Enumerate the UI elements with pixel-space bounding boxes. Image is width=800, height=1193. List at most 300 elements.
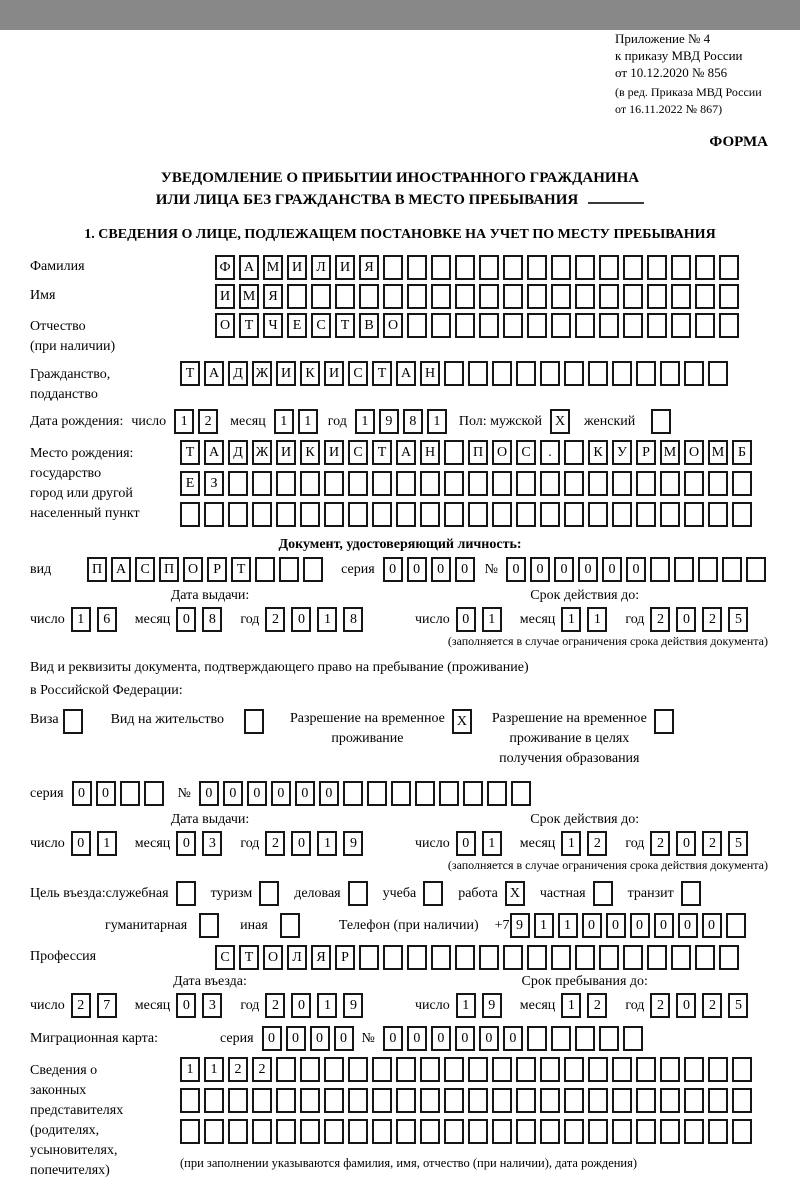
char-cell[interactable] xyxy=(588,1088,608,1113)
char-cell[interactable]: И xyxy=(287,255,307,280)
char-cell[interactable] xyxy=(180,1119,200,1144)
char-cell[interactable] xyxy=(204,1088,224,1113)
char-cell[interactable] xyxy=(407,255,427,280)
char-cell[interactable] xyxy=(564,1088,584,1113)
char-cell[interactable] xyxy=(396,1057,416,1082)
checkbox-cell[interactable] xyxy=(654,709,674,734)
purpose-other-checkbox[interactable] xyxy=(280,913,304,938)
purpose-transit-checkbox[interactable] xyxy=(681,881,705,906)
education-residence-checkbox[interactable] xyxy=(654,709,678,734)
char-cell[interactable]: М xyxy=(708,440,728,465)
residence-series-boxes[interactable] xyxy=(72,781,168,806)
char-cell[interactable] xyxy=(612,1088,632,1113)
char-cell[interactable] xyxy=(647,255,667,280)
char-cell[interactable]: 0 xyxy=(702,913,722,938)
char-cell[interactable]: Т xyxy=(239,945,259,970)
char-cell[interactable]: 0 xyxy=(407,557,427,582)
char-cell[interactable] xyxy=(527,945,547,970)
char-cell[interactable]: Т xyxy=(231,557,251,582)
char-cell[interactable] xyxy=(698,557,718,582)
char-cell[interactable]: 2 xyxy=(702,993,722,1018)
char-cell[interactable] xyxy=(348,1119,368,1144)
char-cell[interactable] xyxy=(372,1088,392,1113)
char-cell[interactable]: 1 xyxy=(456,993,476,1018)
checkbox-cell[interactable] xyxy=(651,409,671,434)
char-cell[interactable]: А xyxy=(396,361,416,386)
char-cell[interactable] xyxy=(564,502,584,527)
char-cell[interactable]: 0 xyxy=(199,781,219,806)
char-cell[interactable]: О xyxy=(684,440,704,465)
doc-number-boxes[interactable] xyxy=(506,557,770,582)
char-cell[interactable] xyxy=(647,284,667,309)
char-cell[interactable] xyxy=(468,361,488,386)
char-cell[interactable] xyxy=(623,255,643,280)
char-cell[interactable]: 0 xyxy=(383,1026,403,1051)
char-cell[interactable] xyxy=(719,945,739,970)
checkbox-cell[interactable] xyxy=(259,881,279,906)
char-cell[interactable] xyxy=(732,471,752,496)
char-cell[interactable] xyxy=(650,557,670,582)
char-cell[interactable] xyxy=(612,361,632,386)
char-cell[interactable] xyxy=(276,1088,296,1113)
char-cell[interactable] xyxy=(684,1057,704,1082)
char-cell[interactable]: 0 xyxy=(506,557,526,582)
char-cell[interactable] xyxy=(575,945,595,970)
char-cell[interactable]: 0 xyxy=(626,557,646,582)
char-cell[interactable] xyxy=(303,557,323,582)
char-cell[interactable]: Ж xyxy=(252,440,272,465)
char-cell[interactable]: 2 xyxy=(228,1057,248,1082)
char-cell[interactable] xyxy=(516,1119,536,1144)
char-cell[interactable] xyxy=(708,1057,728,1082)
char-cell[interactable]: 0 xyxy=(407,1026,427,1051)
entry-month-boxes[interactable] xyxy=(176,993,228,1018)
char-cell[interactable] xyxy=(732,1119,752,1144)
patronymic-boxes[interactable] xyxy=(215,313,743,338)
char-cell[interactable]: 1 xyxy=(482,607,502,632)
valid-day-boxes[interactable] xyxy=(456,607,508,632)
char-cell[interactable] xyxy=(348,1088,368,1113)
char-cell[interactable]: О xyxy=(215,313,235,338)
purpose-private-checkbox[interactable] xyxy=(593,881,617,906)
char-cell[interactable]: Ч xyxy=(263,313,283,338)
char-cell[interactable] xyxy=(684,361,704,386)
char-cell[interactable]: 1 xyxy=(298,409,318,434)
char-cell[interactable]: 0 xyxy=(654,913,674,938)
char-cell[interactable] xyxy=(180,1088,200,1113)
char-cell[interactable] xyxy=(551,255,571,280)
char-cell[interactable] xyxy=(551,945,571,970)
char-cell[interactable] xyxy=(252,471,272,496)
char-cell[interactable] xyxy=(372,502,392,527)
sex-male-checkbox[interactable] xyxy=(550,409,574,434)
char-cell[interactable] xyxy=(252,502,272,527)
char-cell[interactable]: 0 xyxy=(606,913,626,938)
char-cell[interactable] xyxy=(431,945,451,970)
birth-day-boxes[interactable] xyxy=(174,409,222,434)
char-cell[interactable]: 9 xyxy=(343,831,363,856)
char-cell[interactable]: 3 xyxy=(202,993,222,1018)
char-cell[interactable] xyxy=(255,557,275,582)
char-cell[interactable]: 0 xyxy=(456,607,476,632)
char-cell[interactable]: Т xyxy=(180,361,200,386)
char-cell[interactable] xyxy=(623,313,643,338)
char-cell[interactable]: Т xyxy=(372,361,392,386)
char-cell[interactable]: 2 xyxy=(252,1057,272,1082)
char-cell[interactable]: 1 xyxy=(174,409,194,434)
char-cell[interactable] xyxy=(695,255,715,280)
char-cell[interactable] xyxy=(444,502,464,527)
char-cell[interactable]: 0 xyxy=(71,831,91,856)
char-cell[interactable] xyxy=(503,284,523,309)
char-cell[interactable] xyxy=(324,1088,344,1113)
char-cell[interactable] xyxy=(708,1119,728,1144)
char-cell[interactable] xyxy=(324,471,344,496)
char-cell[interactable]: 7 xyxy=(97,993,117,1018)
char-cell[interactable]: И xyxy=(215,284,235,309)
doc-series-boxes[interactable] xyxy=(383,557,479,582)
temporary-residence-checkbox[interactable] xyxy=(452,709,476,734)
char-cell[interactable] xyxy=(660,471,680,496)
char-cell[interactable] xyxy=(468,1057,488,1082)
char-cell[interactable]: Л xyxy=(287,945,307,970)
char-cell[interactable] xyxy=(287,284,307,309)
entry-year-boxes[interactable] xyxy=(265,993,369,1018)
char-cell[interactable] xyxy=(612,502,632,527)
char-cell[interactable]: П xyxy=(159,557,179,582)
char-cell[interactable]: А xyxy=(111,557,131,582)
char-cell[interactable] xyxy=(516,361,536,386)
char-cell[interactable] xyxy=(455,284,475,309)
sex-female-checkbox[interactable] xyxy=(651,409,675,434)
char-cell[interactable] xyxy=(623,284,643,309)
char-cell[interactable]: 3 xyxy=(202,831,222,856)
char-cell[interactable]: 0 xyxy=(72,781,92,806)
char-cell[interactable]: 5 xyxy=(728,993,748,1018)
char-cell[interactable] xyxy=(708,361,728,386)
char-cell[interactable] xyxy=(684,1088,704,1113)
char-cell[interactable] xyxy=(407,284,427,309)
char-cell[interactable]: М xyxy=(263,255,283,280)
char-cell[interactable] xyxy=(599,1026,619,1051)
char-cell[interactable]: Т xyxy=(372,440,392,465)
doc-kind-boxes[interactable] xyxy=(87,557,327,582)
char-cell[interactable] xyxy=(444,1119,464,1144)
char-cell[interactable]: 0 xyxy=(383,557,403,582)
citizenship-boxes[interactable] xyxy=(180,361,732,386)
char-cell[interactable] xyxy=(359,945,379,970)
char-cell[interactable] xyxy=(588,471,608,496)
char-cell[interactable]: 1 xyxy=(97,831,117,856)
char-cell[interactable] xyxy=(396,1119,416,1144)
char-cell[interactable] xyxy=(623,945,643,970)
purpose-business-checkbox[interactable] xyxy=(348,881,372,906)
char-cell[interactable] xyxy=(420,471,440,496)
char-cell[interactable] xyxy=(564,361,584,386)
char-cell[interactable]: 5 xyxy=(728,831,748,856)
char-cell[interactable] xyxy=(204,502,224,527)
char-cell[interactable]: 9 xyxy=(379,409,399,434)
char-cell[interactable] xyxy=(228,1119,248,1144)
char-cell[interactable] xyxy=(415,781,435,806)
char-cell[interactable] xyxy=(695,313,715,338)
char-cell[interactable]: П xyxy=(468,440,488,465)
char-cell[interactable]: 1 xyxy=(317,607,337,632)
char-cell[interactable] xyxy=(527,1026,547,1051)
char-cell[interactable]: У xyxy=(612,440,632,465)
char-cell[interactable] xyxy=(324,502,344,527)
char-cell[interactable]: Я xyxy=(311,945,331,970)
char-cell[interactable] xyxy=(540,471,560,496)
char-cell[interactable] xyxy=(144,781,164,806)
char-cell[interactable] xyxy=(527,313,547,338)
char-cell[interactable] xyxy=(463,781,483,806)
char-cell[interactable]: 0 xyxy=(455,1026,475,1051)
char-cell[interactable] xyxy=(492,1119,512,1144)
stay-day-boxes[interactable] xyxy=(456,993,508,1018)
char-cell[interactable] xyxy=(276,502,296,527)
stay-year-boxes[interactable] xyxy=(650,993,754,1018)
char-cell[interactable] xyxy=(276,1119,296,1144)
char-cell[interactable] xyxy=(575,1026,595,1051)
char-cell[interactable]: О xyxy=(183,557,203,582)
char-cell[interactable]: О xyxy=(492,440,512,465)
char-cell[interactable] xyxy=(636,471,656,496)
char-cell[interactable] xyxy=(695,945,715,970)
char-cell[interactable] xyxy=(674,557,694,582)
char-cell[interactable]: И xyxy=(324,361,344,386)
char-cell[interactable]: С xyxy=(348,361,368,386)
char-cell[interactable] xyxy=(719,284,739,309)
char-cell[interactable] xyxy=(671,313,691,338)
birth-place-boxes-row3[interactable] xyxy=(180,502,756,527)
checkbox-cell[interactable]: X xyxy=(505,881,525,906)
char-cell[interactable] xyxy=(588,1057,608,1082)
valid-month-boxes[interactable] xyxy=(561,607,613,632)
char-cell[interactable]: Е xyxy=(180,471,200,496)
char-cell[interactable] xyxy=(407,313,427,338)
char-cell[interactable]: Б xyxy=(732,440,752,465)
char-cell[interactable] xyxy=(348,502,368,527)
char-cell[interactable] xyxy=(300,1119,320,1144)
char-cell[interactable] xyxy=(396,471,416,496)
char-cell[interactable]: 0 xyxy=(678,913,698,938)
char-cell[interactable] xyxy=(708,471,728,496)
char-cell[interactable]: 1 xyxy=(317,993,337,1018)
char-cell[interactable]: П xyxy=(87,557,107,582)
char-cell[interactable]: 0 xyxy=(247,781,267,806)
char-cell[interactable]: 0 xyxy=(262,1026,282,1051)
char-cell[interactable]: 0 xyxy=(334,1026,354,1051)
char-cell[interactable] xyxy=(671,284,691,309)
char-cell[interactable] xyxy=(684,502,704,527)
char-cell[interactable]: 2 xyxy=(265,831,285,856)
firstname-boxes[interactable] xyxy=(215,284,743,309)
char-cell[interactable] xyxy=(455,945,475,970)
char-cell[interactable] xyxy=(588,1119,608,1144)
char-cell[interactable] xyxy=(516,471,536,496)
char-cell[interactable]: В xyxy=(359,313,379,338)
char-cell[interactable] xyxy=(746,557,766,582)
char-cell[interactable] xyxy=(444,471,464,496)
checkbox-cell[interactable] xyxy=(176,881,196,906)
char-cell[interactable] xyxy=(120,781,140,806)
char-cell[interactable] xyxy=(252,1088,272,1113)
char-cell[interactable] xyxy=(564,1119,584,1144)
char-cell[interactable] xyxy=(647,945,667,970)
char-cell[interactable] xyxy=(372,1057,392,1082)
char-cell[interactable] xyxy=(588,502,608,527)
char-cell[interactable]: Т xyxy=(239,313,259,338)
res-valid-day-boxes[interactable] xyxy=(456,831,508,856)
char-cell[interactable]: А xyxy=(204,361,224,386)
char-cell[interactable] xyxy=(564,471,584,496)
char-cell[interactable]: 1 xyxy=(427,409,447,434)
char-cell[interactable]: С xyxy=(348,440,368,465)
char-cell[interactable] xyxy=(722,557,742,582)
char-cell[interactable] xyxy=(431,284,451,309)
char-cell[interactable]: 0 xyxy=(291,831,311,856)
char-cell[interactable] xyxy=(359,284,379,309)
char-cell[interactable] xyxy=(455,255,475,280)
char-cell[interactable] xyxy=(719,313,739,338)
residence-permit-checkbox[interactable] xyxy=(244,709,268,734)
checkbox-cell[interactable] xyxy=(681,881,701,906)
char-cell[interactable]: И xyxy=(276,440,296,465)
char-cell[interactable] xyxy=(636,502,656,527)
char-cell[interactable] xyxy=(311,284,331,309)
checkbox-cell[interactable]: X xyxy=(452,709,472,734)
char-cell[interactable] xyxy=(468,471,488,496)
char-cell[interactable]: И xyxy=(324,440,344,465)
char-cell[interactable] xyxy=(276,1057,296,1082)
char-cell[interactable] xyxy=(503,255,523,280)
char-cell[interactable]: О xyxy=(263,945,283,970)
char-cell[interactable]: 2 xyxy=(650,831,670,856)
char-cell[interactable]: 0 xyxy=(176,607,196,632)
birth-year-boxes[interactable] xyxy=(355,409,451,434)
char-cell[interactable]: К xyxy=(588,440,608,465)
purpose-humanitarian-checkbox[interactable] xyxy=(199,913,223,938)
char-cell[interactable]: С xyxy=(516,440,536,465)
char-cell[interactable]: 0 xyxy=(295,781,315,806)
char-cell[interactable]: 0 xyxy=(286,1026,306,1051)
valid-year-boxes[interactable] xyxy=(650,607,754,632)
char-cell[interactable]: 0 xyxy=(503,1026,523,1051)
char-cell[interactable] xyxy=(551,284,571,309)
char-cell[interactable] xyxy=(444,361,464,386)
char-cell[interactable]: 1 xyxy=(274,409,294,434)
char-cell[interactable] xyxy=(343,781,363,806)
char-cell[interactable]: А xyxy=(396,440,416,465)
char-cell[interactable] xyxy=(636,1119,656,1144)
char-cell[interactable] xyxy=(612,1119,632,1144)
char-cell[interactable]: 1 xyxy=(355,409,375,434)
char-cell[interactable]: 0 xyxy=(676,993,696,1018)
char-cell[interactable] xyxy=(612,1057,632,1082)
char-cell[interactable]: 9 xyxy=(343,993,363,1018)
char-cell[interactable]: . xyxy=(540,440,560,465)
char-cell[interactable] xyxy=(383,284,403,309)
char-cell[interactable] xyxy=(588,361,608,386)
issue-month-boxes[interactable] xyxy=(176,607,228,632)
char-cell[interactable] xyxy=(324,1057,344,1082)
char-cell[interactable]: 2 xyxy=(650,607,670,632)
char-cell[interactable] xyxy=(420,502,440,527)
char-cell[interactable] xyxy=(492,1057,512,1082)
char-cell[interactable] xyxy=(636,1057,656,1082)
char-cell[interactable] xyxy=(516,1057,536,1082)
char-cell[interactable]: 2 xyxy=(198,409,218,434)
char-cell[interactable] xyxy=(527,255,547,280)
char-cell[interactable] xyxy=(564,1057,584,1082)
migration-series-boxes[interactable] xyxy=(262,1026,358,1051)
char-cell[interactable]: 0 xyxy=(455,557,475,582)
char-cell[interactable] xyxy=(276,471,296,496)
char-cell[interactable]: 1 xyxy=(204,1057,224,1082)
char-cell[interactable] xyxy=(660,1088,680,1113)
char-cell[interactable] xyxy=(540,1057,560,1082)
char-cell[interactable] xyxy=(444,1057,464,1082)
char-cell[interactable]: Ф xyxy=(215,255,235,280)
char-cell[interactable] xyxy=(468,502,488,527)
birth-month-boxes[interactable] xyxy=(274,409,322,434)
char-cell[interactable] xyxy=(431,313,451,338)
checkbox-cell[interactable] xyxy=(593,881,613,906)
char-cell[interactable] xyxy=(516,502,536,527)
char-cell[interactable] xyxy=(564,440,584,465)
res-valid-year-boxes[interactable] xyxy=(650,831,754,856)
char-cell[interactable] xyxy=(599,284,619,309)
char-cell[interactable] xyxy=(324,1119,344,1144)
char-cell[interactable]: 6 xyxy=(97,607,117,632)
char-cell[interactable] xyxy=(420,1119,440,1144)
char-cell[interactable] xyxy=(551,1026,571,1051)
char-cell[interactable] xyxy=(623,1026,643,1051)
char-cell[interactable]: И xyxy=(335,255,355,280)
profession-boxes[interactable] xyxy=(215,945,743,970)
checkbox-cell[interactable] xyxy=(199,913,219,938)
char-cell[interactable] xyxy=(732,1088,752,1113)
char-cell[interactable] xyxy=(455,313,475,338)
char-cell[interactable]: 2 xyxy=(71,993,91,1018)
char-cell[interactable] xyxy=(300,502,320,527)
char-cell[interactable] xyxy=(479,945,499,970)
char-cell[interactable] xyxy=(300,1057,320,1082)
char-cell[interactable]: 2 xyxy=(650,993,670,1018)
char-cell[interactable]: Д xyxy=(228,361,248,386)
char-cell[interactable]: 0 xyxy=(431,557,451,582)
char-cell[interactable] xyxy=(660,502,680,527)
char-cell[interactable] xyxy=(660,1057,680,1082)
res-valid-month-boxes[interactable] xyxy=(561,831,613,856)
char-cell[interactable]: Т xyxy=(180,440,200,465)
char-cell[interactable] xyxy=(732,1057,752,1082)
char-cell[interactable]: 0 xyxy=(223,781,243,806)
char-cell[interactable]: 2 xyxy=(265,607,285,632)
char-cell[interactable] xyxy=(575,313,595,338)
char-cell[interactable] xyxy=(527,284,547,309)
char-cell[interactable] xyxy=(300,1088,320,1113)
char-cell[interactable]: 0 xyxy=(310,1026,330,1051)
char-cell[interactable]: 1 xyxy=(561,993,581,1018)
char-cell[interactable] xyxy=(540,361,560,386)
char-cell[interactable]: Р xyxy=(335,945,355,970)
char-cell[interactable]: 0 xyxy=(176,831,196,856)
birth-place-boxes-row2[interactable] xyxy=(180,471,756,496)
entry-day-boxes[interactable] xyxy=(71,993,123,1018)
char-cell[interactable]: 5 xyxy=(728,607,748,632)
